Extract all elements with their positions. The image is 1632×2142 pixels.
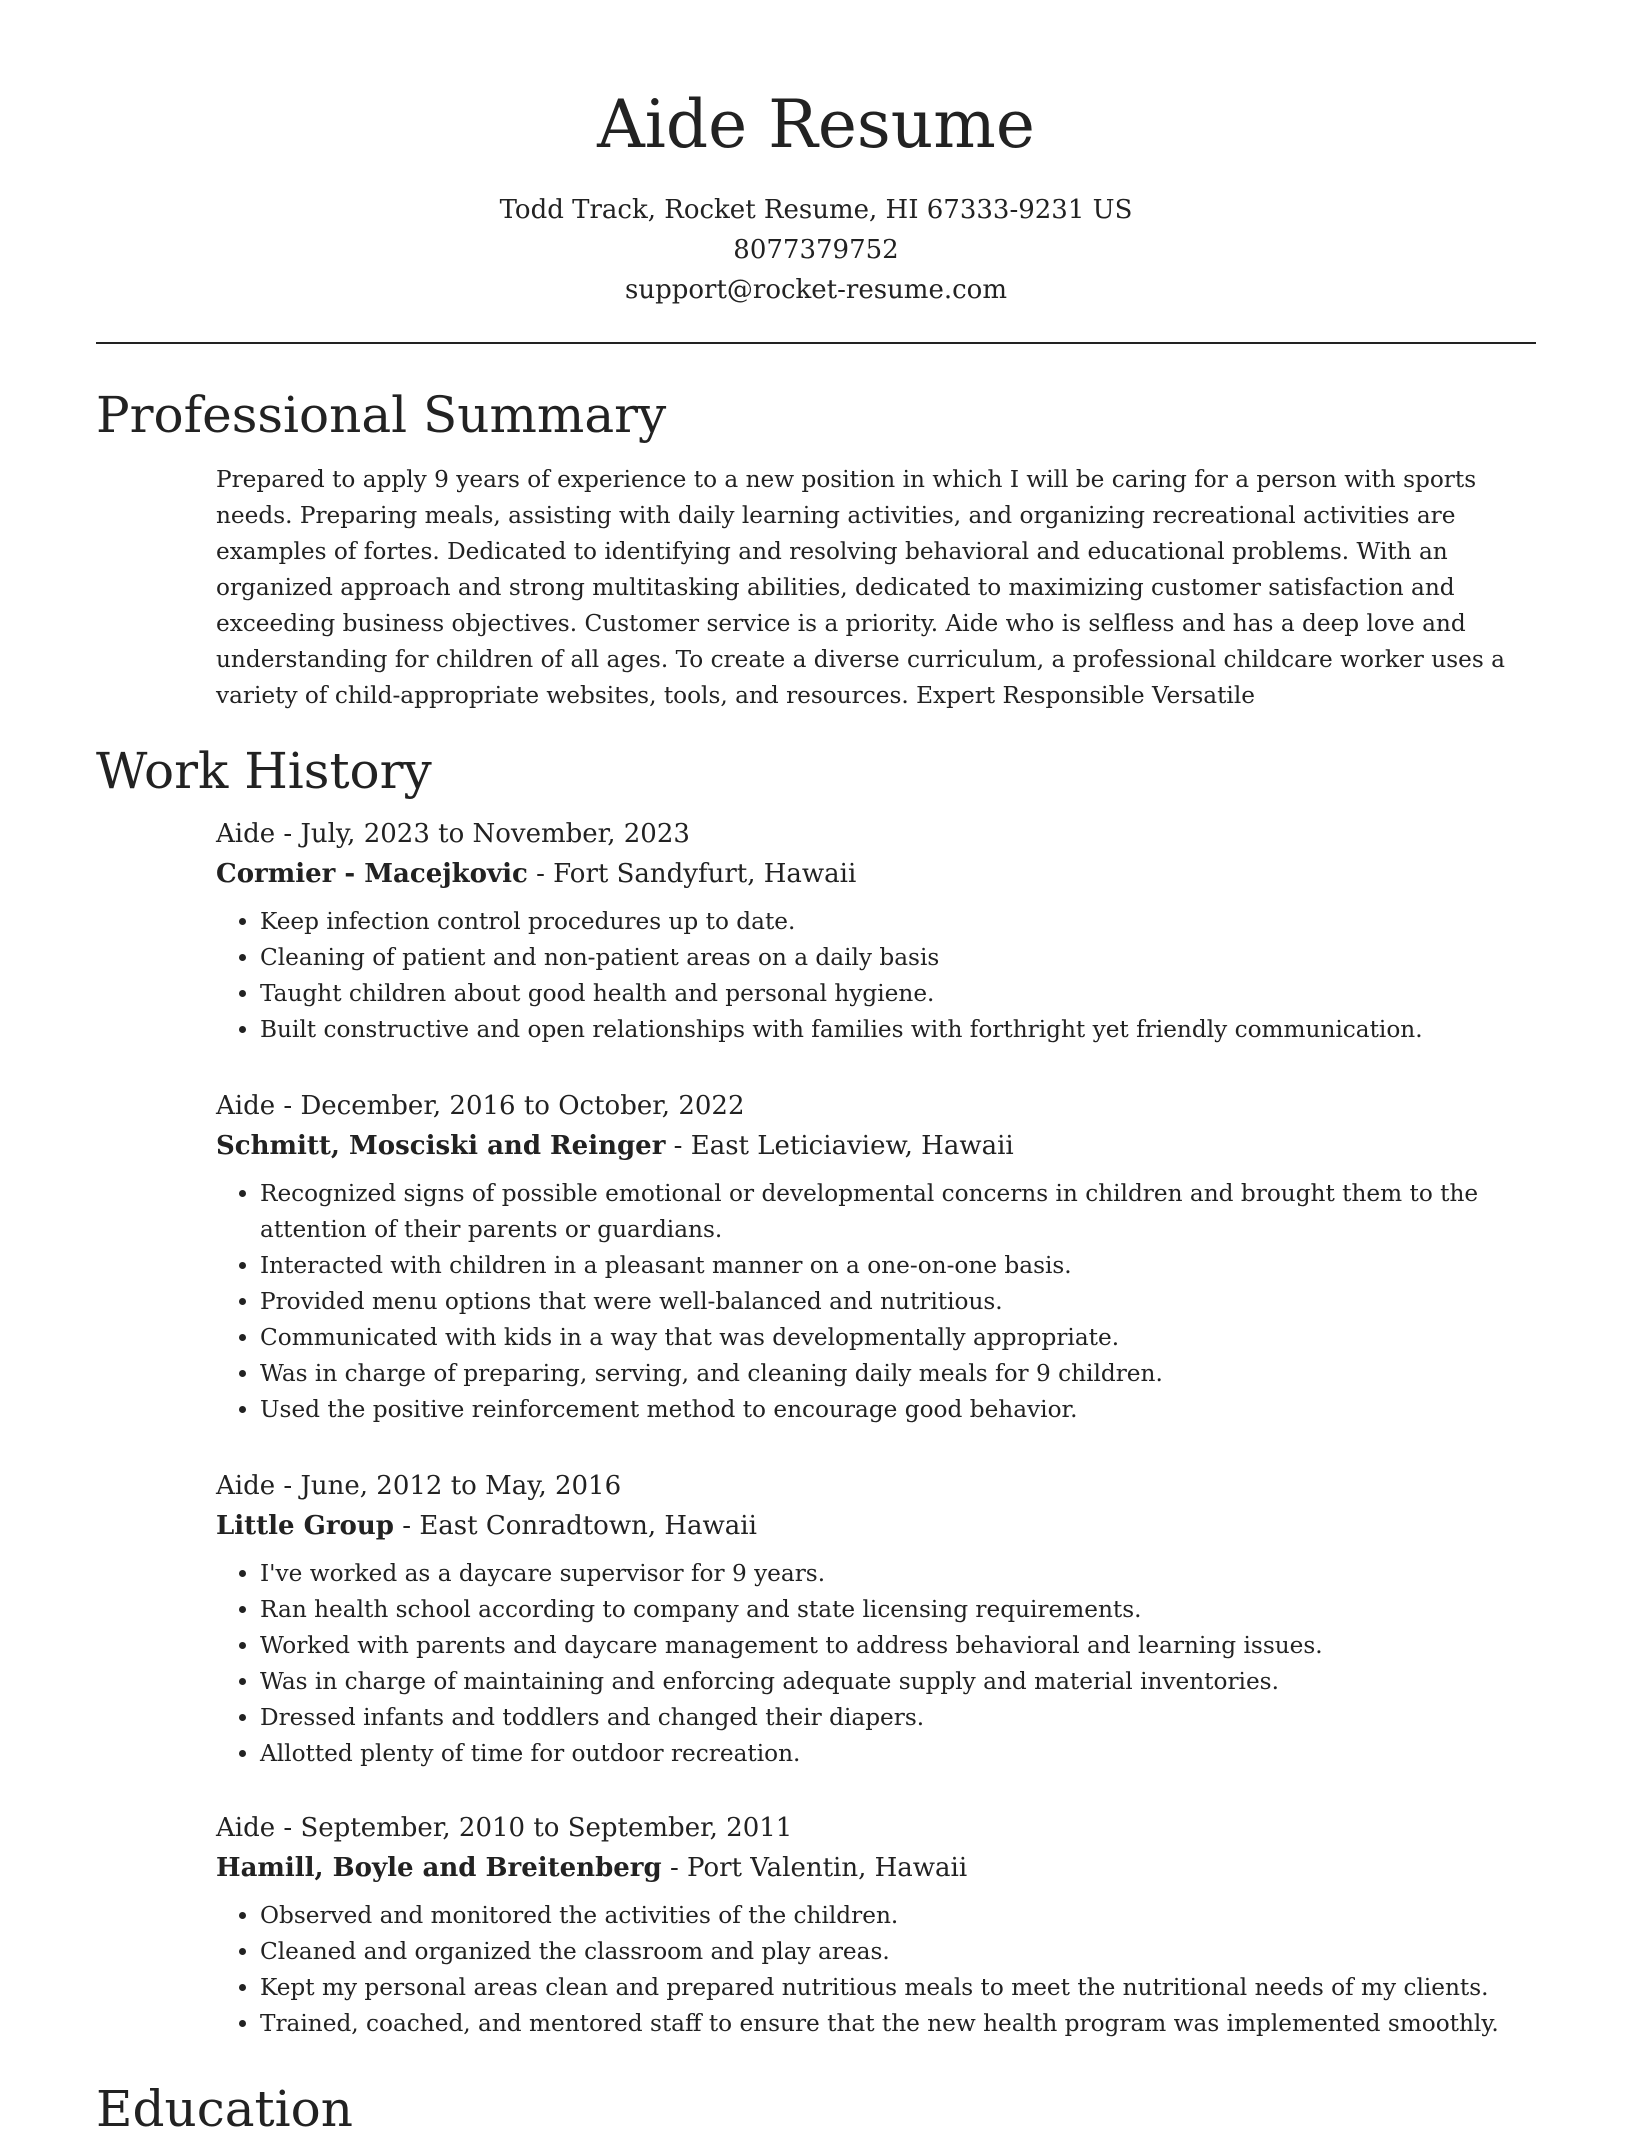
job-title-line: Aide - December, 2016 to October, 2022 bbox=[216, 1091, 745, 1121]
job-duty: • Interacted with children in a pleasant manner on a one-on-one basis. bbox=[260, 1248, 1526, 1284]
job-duty: • Cleaned and organized the classroom and play areas. bbox=[260, 1934, 1526, 1970]
job-company-line: Little Group - East Conradtown, Hawaii bbox=[216, 1511, 757, 1541]
job-company: Hamill, Boyle and Breitenberg bbox=[216, 1853, 662, 1883]
education-heading: Education bbox=[96, 2080, 353, 2138]
job-company: Little Group bbox=[216, 1511, 394, 1541]
job-duty: • Kept my personal areas clean and prepared nutritious meals to meet the nutritional needs of my clients. bbox=[260, 1970, 1526, 2006]
job-duty: • Ran health school according to company and state licensing requirements. bbox=[260, 1592, 1526, 1628]
job-duties-list bbox=[216, 1556, 1526, 1772]
job-duties-list bbox=[216, 1176, 1526, 1428]
resume-title: Aide Resume bbox=[597, 86, 1035, 163]
job-entry bbox=[216, 1808, 1526, 2042]
work-history-heading: Work History bbox=[96, 742, 432, 800]
job-duties-list bbox=[216, 1898, 1526, 2042]
job-dates: September, 2010 to September, 2011 bbox=[300, 1813, 793, 1843]
job-title: Aide bbox=[216, 1471, 276, 1501]
contact-address: Todd Track, Rocket Resume, HI 67333-9231 US bbox=[499, 195, 1133, 225]
job-location: Fort Sandyfurt, Hawaii bbox=[553, 859, 857, 889]
job-location: East Leticiaview, Hawaii bbox=[690, 1131, 1014, 1161]
job-duty: • Was in charge of maintaining and enforcing adequate supply and material inventories. bbox=[260, 1664, 1526, 1700]
job-location: East Conradtown, Hawaii bbox=[419, 1511, 757, 1541]
job-duty: • Built constructive and open relationships with families with forthright yet friendly communication. bbox=[260, 1012, 1526, 1048]
job-title-line: Aide - September, 2010 to September, 2011 bbox=[216, 1813, 793, 1843]
job-duty: • Allotted plenty of time for outdoor recreation. bbox=[260, 1736, 1526, 1772]
job-title: Aide bbox=[216, 1813, 276, 1843]
job-duty: • Observed and monitored the activities of the children. bbox=[260, 1898, 1526, 1934]
job-duty: • Trained, coached, and mentored staff to ensure that the new health program was implemented smoothly. bbox=[260, 2006, 1526, 2042]
job-duty: • Provided menu options that were well-balanced and nutritious. bbox=[260, 1284, 1526, 1320]
job-entry bbox=[216, 1466, 1526, 1772]
job-duty: • Recognized signs of possible emotional or developmental concerns in children and brought them to the attention of their parents or guardians. bbox=[260, 1176, 1526, 1248]
job-company: Cormier - Macejkovic bbox=[216, 859, 528, 889]
job-entry bbox=[216, 1086, 1526, 1428]
header-divider bbox=[96, 342, 1536, 344]
job-dates: July, 2023 to November, 2023 bbox=[300, 819, 690, 849]
job-title-line: Aide - June, 2012 to May, 2016 bbox=[216, 1471, 622, 1501]
job-duty: • Dressed infants and toddlers and changed their diapers. bbox=[260, 1700, 1526, 1736]
job-duty: • Worked with parents and daycare management to address behavioral and learning issues. bbox=[260, 1628, 1526, 1664]
job-duties-list bbox=[216, 904, 1526, 1048]
job-company-line: Cormier - Macejkovic - Fort Sandyfurt, Hawaii bbox=[216, 859, 857, 889]
job-title: Aide bbox=[216, 1091, 276, 1121]
contact-info bbox=[0, 190, 1632, 310]
job-title: Aide bbox=[216, 819, 276, 849]
job-company-line: Hamill, Boyle and Breitenberg - Port Valentin, Hawaii bbox=[216, 1853, 968, 1883]
job-duty: • Cleaning of patient and non-patient areas on a daily basis bbox=[260, 940, 1526, 976]
job-duty: • I've worked as a daycare supervisor for 9 years. bbox=[260, 1556, 1526, 1592]
job-company-line: Schmitt, Mosciski and Reinger - East Leticiaview, Hawaii bbox=[216, 1131, 1014, 1161]
job-duty: • Taught children about good health and personal hygiene. bbox=[260, 976, 1526, 1012]
job-location: Port Valentin, Hawaii bbox=[687, 1853, 968, 1883]
job-title-line: Aide - July, 2023 to November, 2023 bbox=[216, 819, 690, 849]
job-entry bbox=[216, 814, 1526, 1048]
job-dates: June, 2012 to May, 2016 bbox=[300, 1471, 622, 1501]
contact-phone: 8077379752 bbox=[733, 235, 899, 265]
summary-heading: Professional Summary bbox=[96, 386, 667, 444]
job-duty: • Was in charge of preparing, serving, and cleaning daily meals for 9 children. bbox=[260, 1356, 1526, 1392]
job-company: Schmitt, Mosciski and Reinger bbox=[216, 1131, 666, 1161]
job-duty: • Used the positive reinforcement method to encourage good behavior. bbox=[260, 1392, 1526, 1428]
job-duty: • Keep infection control procedures up to date. bbox=[260, 904, 1526, 940]
job-dates: December, 2016 to October, 2022 bbox=[300, 1091, 745, 1121]
summary-text: Prepared to apply 9 years of experience to a new position in which I will be caring for a person with sports needs. Preparing meals, assisting with daily learning activities, and organizing recreational activities are examples of fortes. Dedicated to identifying and resolving behavioral and educational problems. With an organized approach and strong multitasking abilities, dedicated to maximizing customer satisfaction and exceeding business objectives. Customer service is a priority. Aide who is selfless and has a deep love and understanding for children of all ages. To create a diverse curriculum, a professional childcare worker uses a variety of child-appropriate websites, tools, and resources. Expert Responsible Versatile bbox=[216, 466, 1505, 709]
contact-email: support@rocket-resume.com bbox=[624, 275, 1007, 305]
job-duty: • Communicated with kids in a way that was developmentally appropriate. bbox=[260, 1320, 1526, 1356]
